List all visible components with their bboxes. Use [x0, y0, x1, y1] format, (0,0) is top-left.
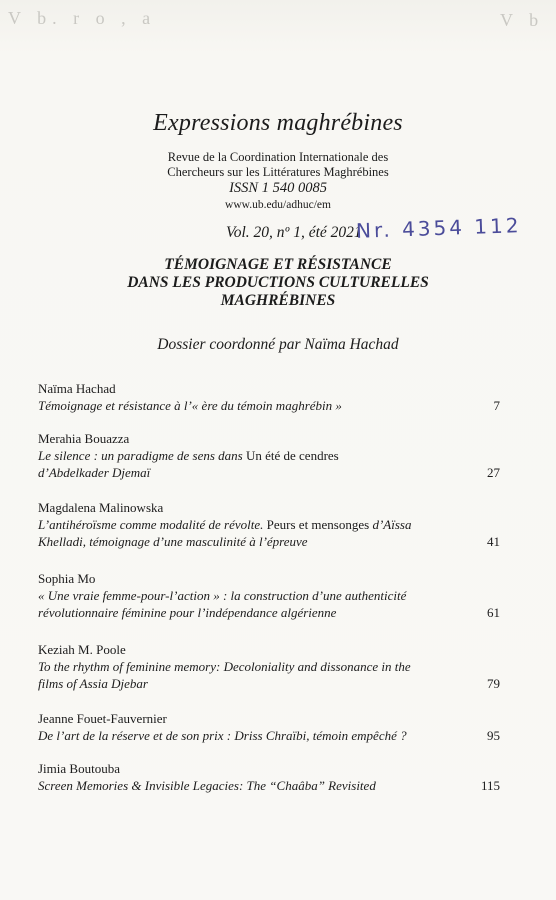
toc-title-line-2: d’Abdelkader Djemaï — [38, 465, 151, 480]
bleed-through-header — [0, 0, 556, 42]
toc-author: Jeanne Fouet-Fauvernier — [38, 711, 167, 726]
toc-article-title — [38, 516, 500, 550]
toc-entry — [38, 570, 500, 621]
toc-title-line-1b: Un été de cendres — [245, 448, 339, 463]
toc-author: Jimia Boutouba — [38, 761, 120, 776]
toc-title-line-2: films of Assia Djebar — [38, 676, 148, 691]
toc-title-line-1: De l’art de la réserve et de son prix : Driss Chraïbi, témoin empêché ? — [38, 728, 407, 743]
handwritten-note: Nr. 4354 112 — [355, 213, 522, 243]
toc-page-number: 79 — [487, 676, 500, 691]
toc-title-line-1: To the rhythm of feminine memory: Decoloniality and dissonance in the — [38, 659, 411, 674]
toc-entry — [38, 499, 500, 550]
toc-entry — [38, 760, 500, 794]
dossier-coordinator: Dossier coordonné par Naïma Hachad — [157, 336, 399, 353]
toc-title-line-1a: Le silence : un paradigme de sens dans — [38, 448, 246, 463]
toc-title-line-1: Témoignage et résistance à l’« ère du témoin maghrébin » — [38, 398, 342, 413]
journal-subtitle — [0, 150, 556, 180]
toc-page-number: 27 — [487, 465, 500, 480]
toc-article-title — [38, 447, 500, 481]
journal-title: Expressions maghrébines — [153, 110, 403, 136]
toc-author: Sophia Mo — [38, 571, 96, 586]
journal-url: www.ub.edu/adhuc/em — [225, 199, 331, 211]
toc-article-title — [38, 658, 500, 692]
toc-entry — [38, 710, 500, 744]
issn: ISSN 1 540 0085 — [229, 180, 327, 196]
toc-article-title — [38, 777, 500, 794]
toc-title-line-1a: L’antihéroïsme comme modalité de révolte. — [38, 517, 267, 532]
toc-article-title — [38, 587, 500, 621]
dossier-title-line-1: TÉMOIGNAGE ET RÉSISTANCE — [164, 256, 392, 273]
toc-page-number: 95 — [487, 728, 500, 743]
toc-page-number: 115 — [480, 778, 500, 793]
toc-title-line-2: Khelladi, témoignage d’une masculinité à l’épreuve — [38, 534, 308, 549]
dossier-title-line-3: MAGHRÉBINES — [220, 292, 336, 309]
toc-page-number: 61 — [487, 605, 500, 620]
toc-title-line-1b: Peurs et mensonges — [266, 517, 370, 532]
toc-entry — [38, 641, 500, 692]
volume-info: Vol. 20, nº 1, été 2021 — [226, 224, 362, 241]
bleed-text-left: V b. r o , a — [8, 8, 157, 28]
toc-article-title — [38, 727, 500, 744]
toc-author: Merahia Bouazza — [38, 431, 130, 446]
toc-author: Naïma Hachad — [38, 381, 116, 396]
bleed-text-right: V b — [500, 10, 545, 30]
toc-page-number: 41 — [487, 534, 500, 549]
dossier-title-line-2: DANS LES PRODUCTIONS CULTURELLES — [127, 274, 429, 291]
subtitle-line-2: Chercheurs sur les Littératures Maghrébines — [167, 165, 389, 179]
toc-title-line-2: révolutionnaire féminine pour l’indépendance algérienne — [38, 605, 337, 620]
toc-article-title — [38, 397, 500, 414]
toc-author: Keziah M. Poole — [38, 642, 126, 657]
toc-title-line-1: Screen Memories & Invisible Legacies: The “Chaâba” Revisited — [38, 778, 376, 793]
subtitle-line-1: Revue de la Coordination Internationale des — [167, 150, 389, 164]
toc-author: Magdalena Malinowska — [38, 500, 164, 515]
toc-entry — [38, 430, 500, 481]
toc-entry — [38, 380, 500, 414]
table-of-contents — [38, 380, 500, 794]
toc-title-line-1: « Une vraie femme-pour-l’action » : la construction d’une authenticité — [38, 588, 407, 603]
toc-title-line-1c: d’Aïssa — [369, 517, 412, 532]
toc-page-number: 7 — [493, 398, 500, 413]
dossier-title — [0, 256, 556, 310]
